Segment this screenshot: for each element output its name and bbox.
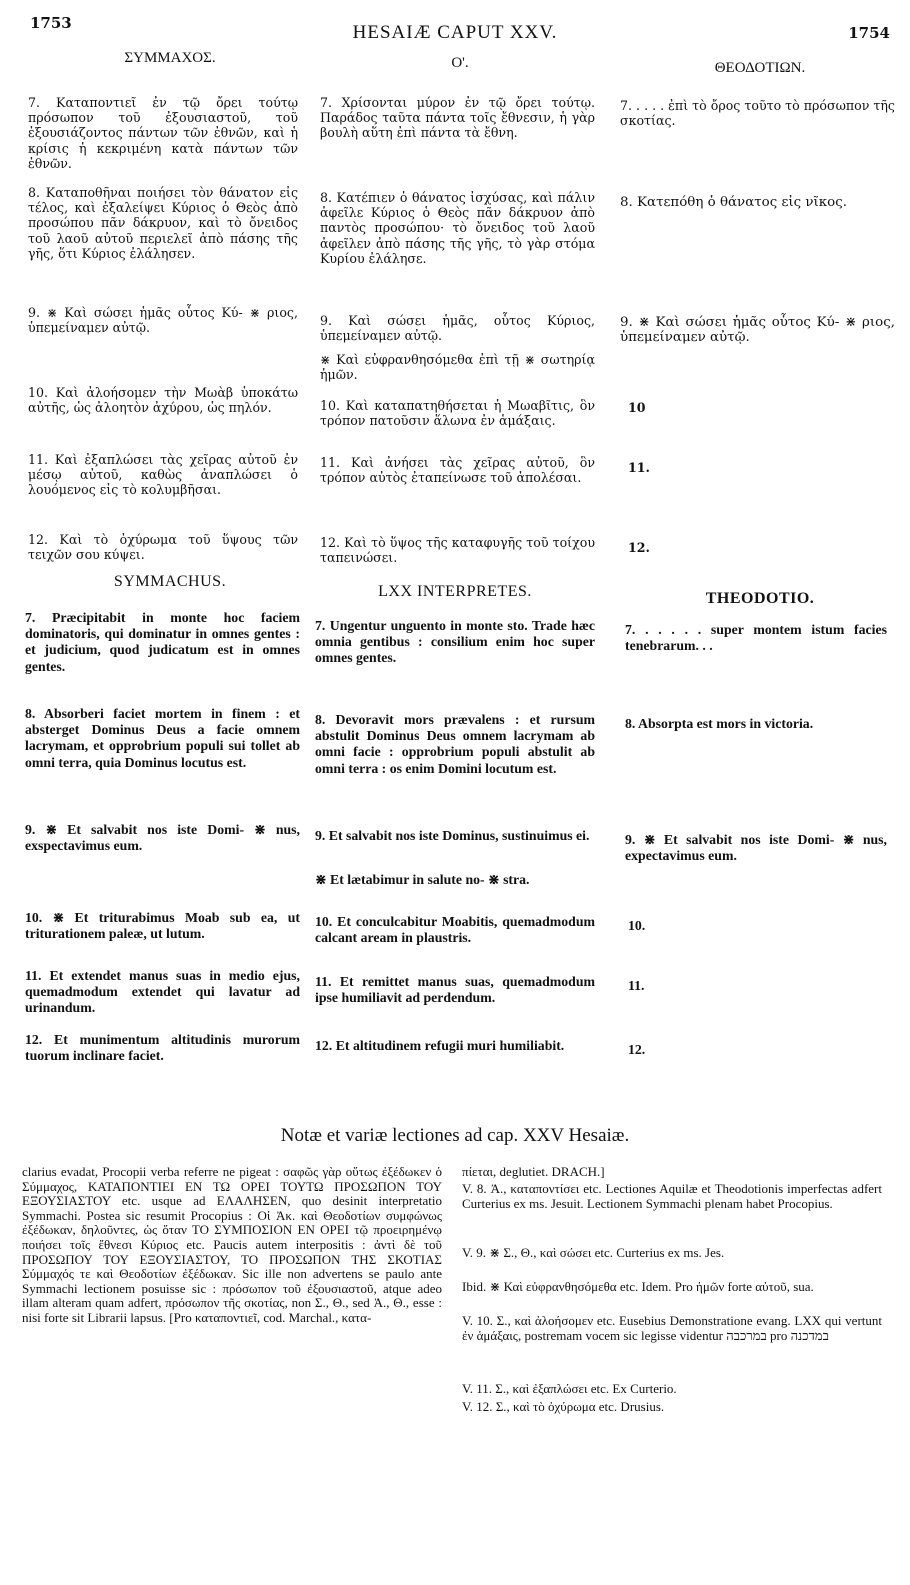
greek-sym-v8: 8. Καταποθῆναι ποιήσει τὸν θάνατον εἰς τέλος, καὶ ἐξαλείψει Κύριος ὁ Θεὸς ἀπὸ προσώπου πᾶν δάκρυον, καὶ τὸ ὄνειδος τοῦ λαοῦ αὐτοῦ περιελεῖ ἀπὸ πάσης τῆς γῆς, ὅτι Κύριος ἐλάλησεν. (28, 185, 298, 261)
running-title: HESAIÆ CAPUT XXV. (352, 22, 558, 43)
latin-sym-v12: 12. Et munimentum altitudinis murorum tuorum inclinare faciet. (25, 1032, 300, 1064)
greek-header-theodotion: ΘΕΟΔΟΤΙΩΝ. (714, 60, 806, 76)
note-v9-ibid: Ibid. ⋇ Καὶ εὐφρανθησόμεθα etc. Idem. Pro ἡμῶν forte αὐτοῦ, sua. (462, 1279, 814, 1294)
greek-sym-v7: 7. Καταποντιεῖ ἐν τῷ ὄρει τούτῳ πρόσωπον τοῦ ἐξουσιαστοῦ, τοῦ ἐξουσιάζοντος πάντων τῶν ἐθνῶν, καὶ ἡ κρίσις ἡ κεκριμένη κατὰ πάντων τῶν ἐθνῶν. (28, 95, 298, 171)
latin-theo-v7: 7. . . . . . super montem istum facies tenebrarum. . . (625, 622, 887, 654)
notes-left-column: clarius evadat, Procopii verba referre ne pigeat : σαφῶς γὰρ οὕτως ἐξέδωκεν ὁ Σύμμαχος, ΚΑΤΑΠΟΝΤΙΕΙ ΕΝ ΤΩ ΟΡΕΙ ΤΟΥΤΩ ΠΡΟΣΩΠΟΝ ΤΟΥ ΕΞΟΥΣΙΑΣΤΟΥ etc. usque ad ΕΛΑΛΗΣΕΝ, quo desinit interpretatio Symmachi. Postea sic resumit Procopius : Οἱ Ἀκ. καὶ Θεοδοτίων συμφώνως ἐξέδωκαν, δηλοῦντες, ὡς ὅταν ΤΟ ΣΥΜΠΟΣΙΟΝ ΕΝ ΟΡΕΙ τῷ προειρημένῳ ποιήσει τοῖς ἔθνεσι Κύριος etc. Paucis autem interpositis : ἀντὶ δὲ τοῦ ΠΡΟΣΩΠΟΥ ΤΟΥ ΕΞΟΥΣΙΑΣΤΟΥ, ΤΟ ΠΡΟΣΩΠΟΝ ΤΗΣ ΣΚΟΤΙΑΣ Σύμμαχός τε καὶ Θεοδοτίων ἐξέδωκαν. Sic ille non advertens se paulo ante Symmachi lectionem posuisse sic : πρόσωπον τοῦ ἐξουσιαστοῦ, atque adeo illam alteram quam adfert, πρόσωπον τῆς σκοτίας, non Σ., Θ., sed Ἀ., Θ., esse : nisi forte sit Librarii lapsus. [Pro καταποντιεῖ, cod. Marchal., κατα- (22, 1164, 442, 1325)
greek-sym-v11: 11. Καὶ ἐξαπλώσει τὰς χεῖρας αὐτοῦ ἐν μέσῳ αὐτοῦ, καθὼς ἀναπλώσει ὁ λουόμενος εἰς τὸ κολυμβῆσαι. (28, 452, 298, 498)
note-v12: V. 12. Σ., καὶ τὸ ὀχύρωμα etc. Drusius. (462, 1399, 665, 1414)
greek-theo-v12: 12. (628, 540, 650, 555)
note-v11: V. 11. Σ., καὶ ἐξαπλώσει etc. Ex Curterio. (462, 1381, 677, 1396)
greek-theo-v9: 9. ⋇ Καὶ σώσει ἡμᾶς οὗτος Κύ- ⋇ ριος, ὑπεμείναμεν αὐτῷ. (620, 315, 895, 346)
latin-header-theodotion: THEODOTIO. (705, 590, 815, 607)
latin-theo-v10: 10. (628, 918, 646, 933)
note-v9: V. 9. ⋇ Σ., Θ., καὶ σώσει etc. Curterius ex ms. Jes. (462, 1245, 725, 1260)
latin-lxx-v12: 12. Et altitudinem refugii muri humiliabit. (315, 1038, 565, 1053)
latin-theo-v12: 12. (628, 1042, 646, 1057)
greek-lxx-v10: 10. Καὶ καταπατηθήσεται ἡ Μωαβῖτις, ὃν τρόπον πατοῦσιν ἅλωνα ἐν ἁμάξαις. (320, 398, 595, 429)
latin-lxx-v9: 9. Et salvabit nos iste Dominus, sustinuimus ei. (315, 828, 590, 843)
note-v8: V. 8. Ἀ., καταποντίσει etc. Lectiones Aquilæ et Theodotionis imperfectas adfert Curterius ex ms. Jesuit. Lectionem Symmachi plenam habet Procopius. (462, 1181, 882, 1211)
latin-lxx-v8: 8. Devoravit mors prævalens : et rursum abstulit Dominus Deus omnem lacrymam ab omni facie : opprobrium populi abstulit ab omni terra : os enim Domini locutum est. (315, 712, 595, 776)
latin-sym-v10: 10. ⋇ Et triturabimus Moab sub ea, ut triturationem paleæ, ut lutum. (25, 910, 300, 942)
latin-header-symmachus: SYMMACHUS. (113, 573, 227, 590)
latin-sym-v7: 7. Præcipitabit in monte hoc faciem dominatoris, qui dominatur in omnes gentes : et judicium, quod judicatum est in omnes gentes. (25, 610, 300, 674)
page-number-left: 1753 (30, 14, 72, 32)
greek-lxx-v12: 12. Καὶ τὸ ὕψος τῆς καταφυγῆς τοῦ τοίχου ταπεινώσει. (320, 535, 595, 566)
greek-lxx-v9-addition: ⋇ Καὶ εὐφρανθησόμεθα ἐπὶ τῇ ⋇ σωτηρίᾳ ἡμῶν. (320, 352, 595, 383)
latin-sym-v9: 9. ⋇ Et salvabit nos iste Domi- ⋇ nus, exspectavimus eum. (25, 822, 300, 854)
latin-sym-v8: 8. Absorberi faciet mortem in finem : et absterget Dominus Deus a facie omnem lacrymam, et opprobrium populi sui tollet ab omni terra, quia Dominus locutus est. (25, 706, 300, 770)
latin-lxx-v11: 11. Et remittet manus suas, quemadmodum ipse humiliavit ad perdendum. (315, 974, 595, 1006)
greek-sym-v12: 12. Καὶ τὸ ὀχύρωμα τοῦ ὕψους τῶν τειχῶν σου κύψει. (28, 532, 298, 563)
greek-theo-v11: 11. (628, 460, 650, 475)
latin-lxx-v7: 7. Ungentur unguento in monte sto. Trade hæc omnia gentibus : consilium enim hoc super omnes gentes. (315, 618, 595, 666)
latin-lxx-v9-addition: ⋇ Et lætabimur in salute no- ⋇ stra. (315, 872, 530, 887)
latin-theo-v11: 11. (628, 978, 645, 993)
note-v10: V. 10. Σ., καὶ ἀλοήσομεν etc. Eusebius Demonstratione evang. LXX qui vertunt ἐν ἁμάξαις, postremam vocem sic legisse videntur במרכבה pro במדכנה (462, 1313, 882, 1343)
notes-title: Notæ et variæ lectiones ad cap. XXV Hesaiæ. (280, 1125, 630, 1146)
greek-sym-v9: 9. ⋇ Καὶ σώσει ἡμᾶς οὗτος Κύ- ⋇ ριος, ὑπεμείναμεν αὐτῷ. (28, 305, 298, 336)
page-number-right: 1754 (848, 24, 890, 42)
note-line-drach: πίεται, deglutiet. DRACH.] (462, 1164, 605, 1179)
greek-theo-v7: 7. . . . . ἐπὶ τὸ ὄρος τοῦτο τὸ πρόσωπον τῆς σκοτίας. (620, 98, 895, 129)
greek-lxx-v11: 11. Καὶ ἀνήσει τὰς χεῖρας αὐτοῦ, ὃν τρόπον αὐτὸς ἐταπείνωσε τοῦ ἀπολέσαι. (320, 455, 595, 486)
latin-lxx-v10: 10. Et conculcabitur Moabitis, quemadmodum calcant aream in plaustris. (315, 914, 595, 946)
latin-header-lxx: LXX INTERPRETES. (378, 583, 532, 600)
latin-sym-v11: 11. Et extendet manus suas in medio ejus, quemadmodum extendet qui lavatur ad urinandum. (25, 968, 300, 1016)
greek-lxx-v8: 8. Κατέπιεν ὁ θάνατος ἰσχύσας, καὶ πάλιν ἀφεῖλε Κύριος ὁ Θεὸς πᾶν δάκρυον ἀπὸ παντὸς προσώπου· τὸ ὄνειδος τοῦ λαοῦ ἀφεῖλεν ἀπὸ πάσης τῆς γῆς, τὸ γὰρ στόμα Κυρίου ἐλάλησε. (320, 190, 595, 266)
greek-sym-v10: 10. Καὶ ἀλοήσομεν τὴν Μωὰβ ὑποκάτω αὐτῆς, ὡς ἀλοητὸν ἀχύρου, ὡς πηλόν. (28, 385, 298, 416)
latin-theo-v8: 8. Absorpta est mors in victoria. (625, 716, 814, 731)
greek-lxx-v7: 7. Χρίσονται μύρον ἐν τῷ ὄρει τούτῳ. Παράδος ταῦτα πάντα τοῖς ἔθνεσιν, ἡ γὰρ βουλὴ αὕτη ἐπὶ πάντα τὰ ἔθνη. (320, 95, 595, 141)
latin-theo-v9: 9. ⋇ Et salvabit nos iste Domi- ⋇ nus, expectavimus eum. (625, 832, 887, 864)
greek-theo-v10: 10 (628, 400, 646, 415)
greek-theo-v8: 8. Κατεπόθη ὁ θάνατος εἰς νῖκος. (620, 195, 847, 210)
greek-header-symmachus: ΣΥΜΜΑΧΟΣ. (124, 50, 216, 66)
greek-header-lxx: Ο'. (451, 55, 469, 71)
greek-lxx-v9: 9. Καὶ σώσει ἡμᾶς, οὗτος Κύριος, ὑπεμείναμεν αὐτῷ. (320, 313, 595, 344)
